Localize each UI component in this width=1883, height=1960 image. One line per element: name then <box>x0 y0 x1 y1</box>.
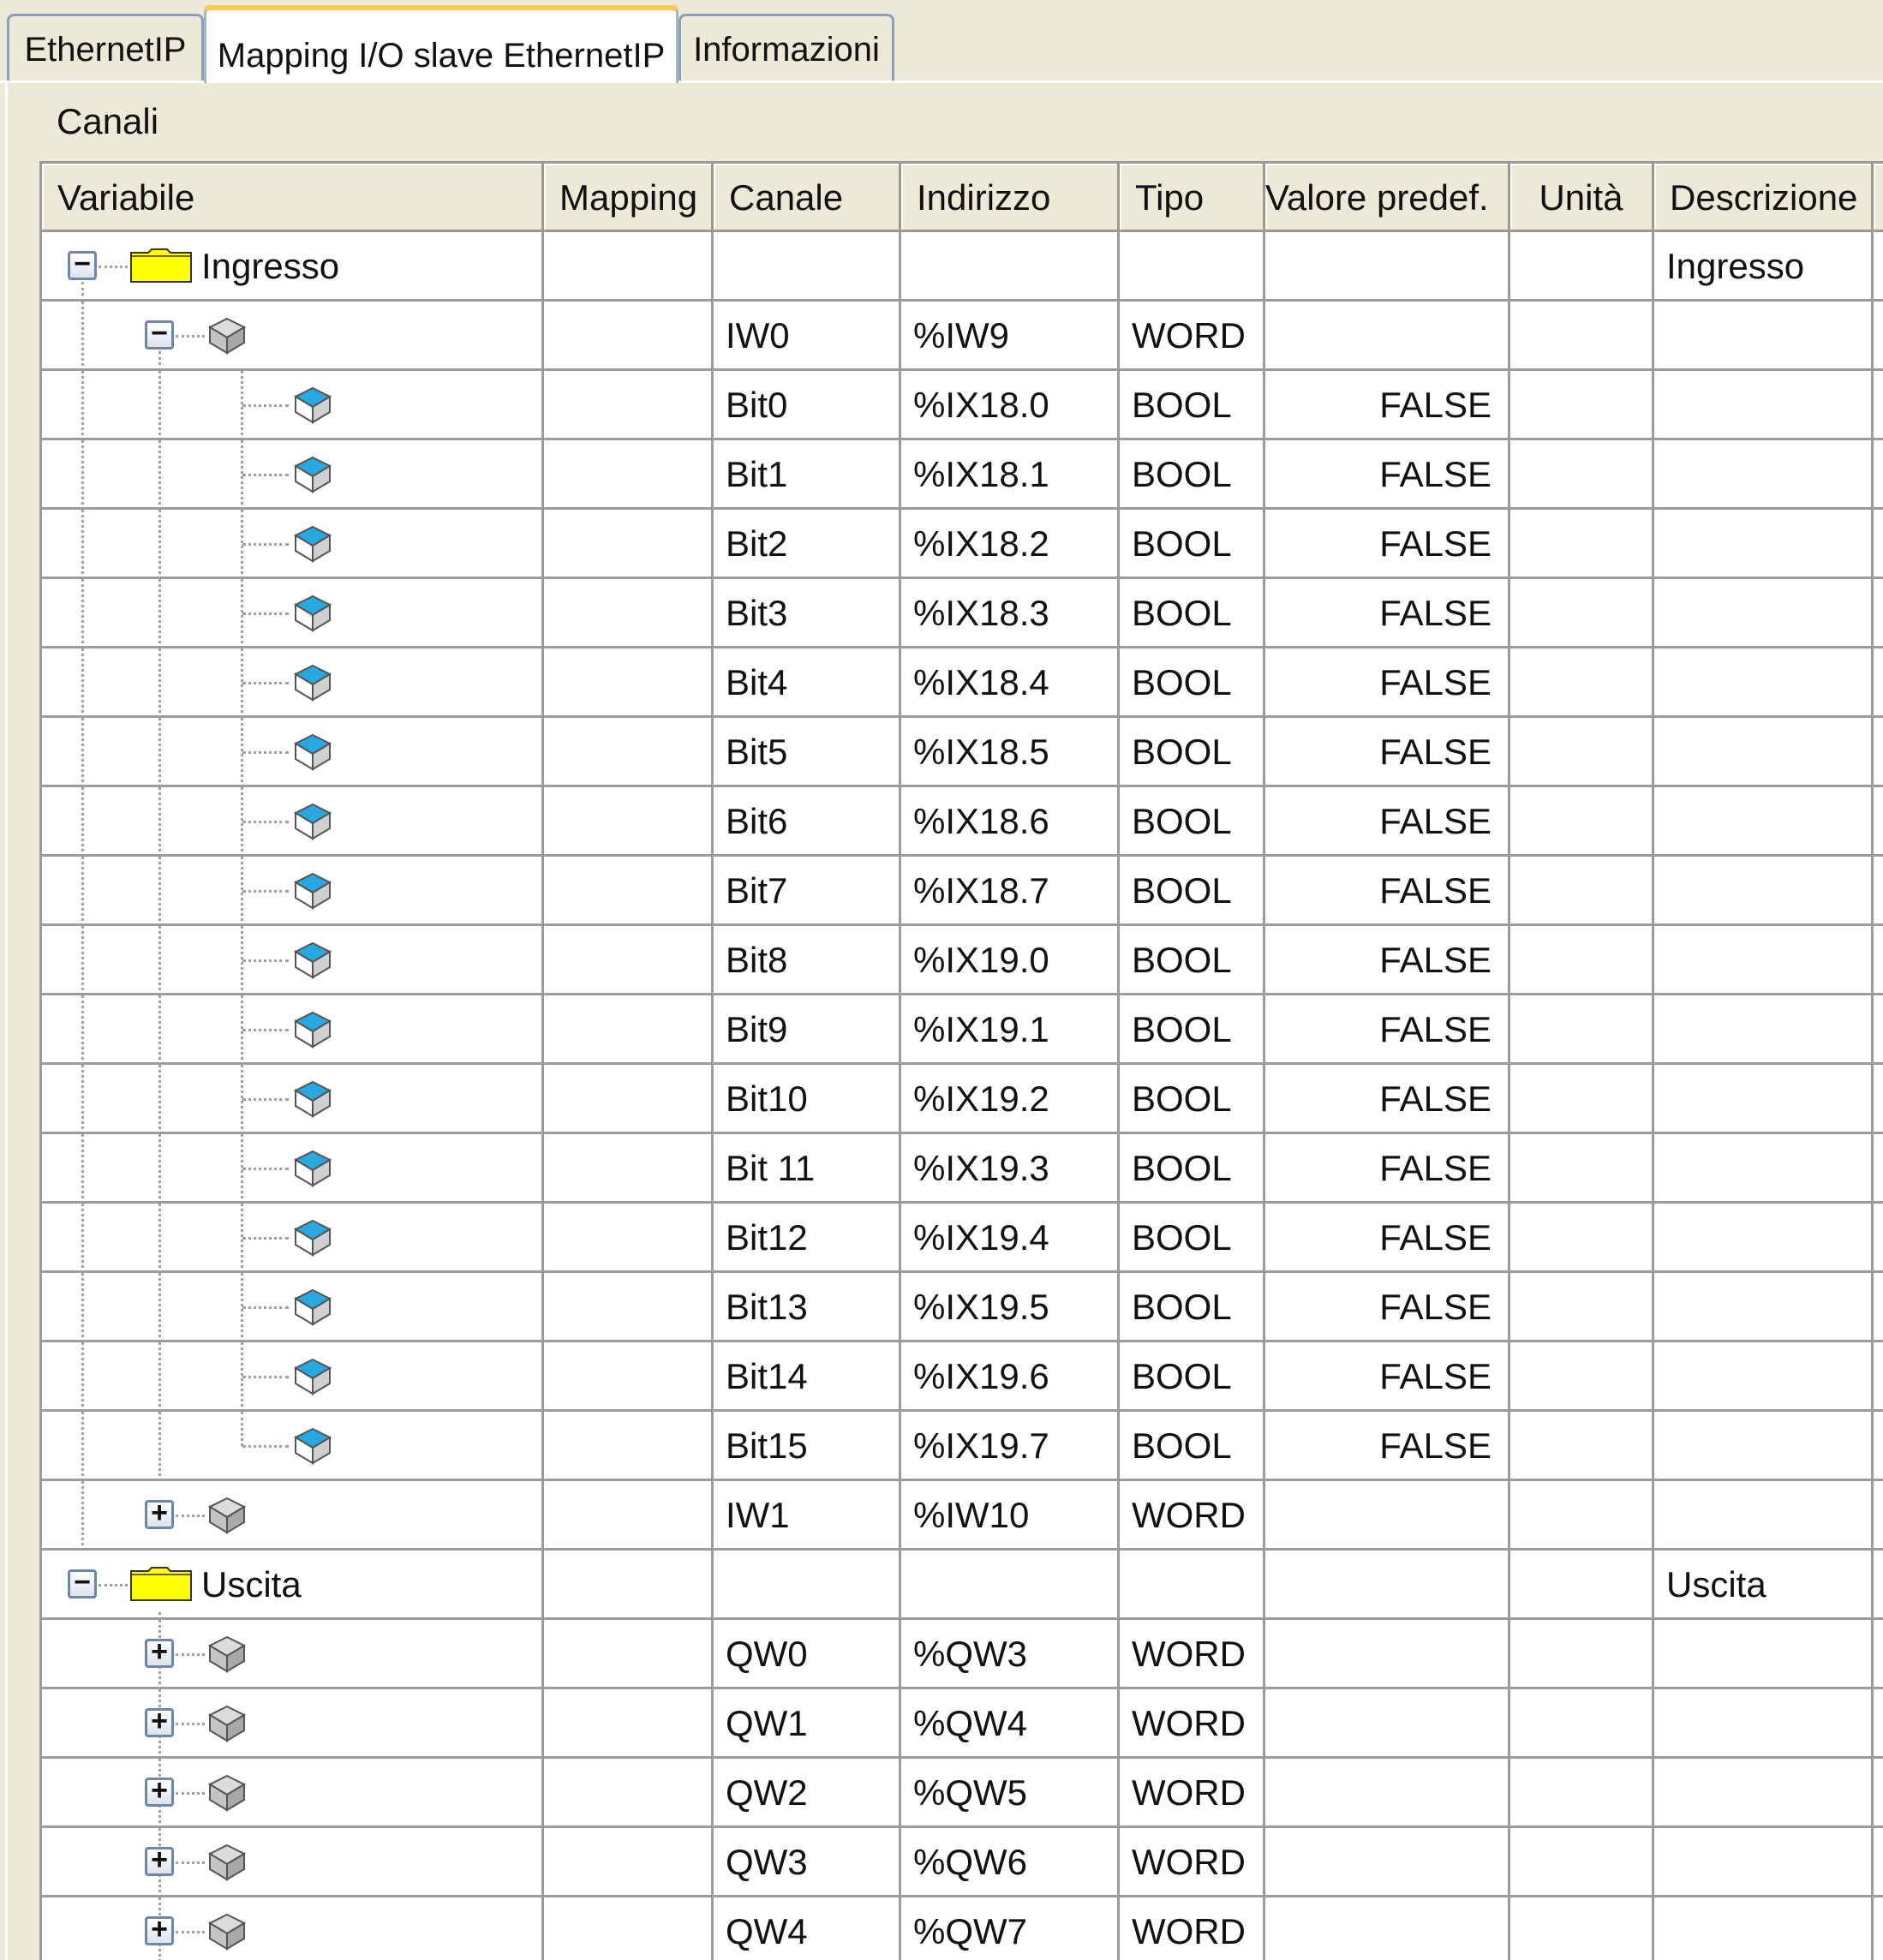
valore-predef-cell: FALSE <box>1379 593 1491 633</box>
canale-cell: Bit3 <box>726 593 788 633</box>
indirizzo-cell: %IX18.1 <box>913 454 1049 494</box>
canale-cell: QW3 <box>726 1842 808 1882</box>
valore-predef-cell <box>1265 1481 1510 1551</box>
descrizione-cell <box>1654 579 1874 648</box>
canale-cell: Bit6 <box>726 801 788 841</box>
tree-bit-row[interactable] <box>42 371 1883 440</box>
canale-cell <box>714 232 901 302</box>
tree-connector <box>158 1612 161 1620</box>
valore-predef-cell <box>1265 1620 1510 1689</box>
tipo-cell: WORD <box>1132 1842 1246 1882</box>
tree-connector <box>81 1342 84 1412</box>
indirizzo-cell: %IX19.6 <box>913 1356 1049 1396</box>
tree-connector <box>158 718 161 787</box>
descrizione-cell <box>1654 1897 1874 1960</box>
descrizione-cell <box>1654 926 1874 995</box>
tree-connector <box>81 718 84 787</box>
valore-predef-cell <box>1265 232 1510 302</box>
tree-connector <box>81 1065 84 1134</box>
tipo-cell: WORD <box>1132 1703 1246 1743</box>
tree-bit-row[interactable] <box>42 787 1883 857</box>
canale-cell: Bit8 <box>726 940 788 980</box>
tipo-cell: BOOL <box>1132 523 1232 564</box>
tree-bit-row[interactable] <box>42 857 1883 926</box>
tree-connector <box>81 648 84 718</box>
tree-connector <box>81 510 84 579</box>
expand-icon[interactable]: + <box>145 1778 174 1807</box>
column-header-canale[interactable]: Canale <box>714 164 901 232</box>
bit-cube-icon <box>292 870 333 911</box>
tree-word-row[interactable] <box>42 302 1883 371</box>
tree-connector <box>242 751 289 754</box>
tree-word-row[interactable] <box>42 1689 1883 1759</box>
tree-connector <box>158 351 161 371</box>
tree-connector <box>81 1481 84 1551</box>
tree-connector <box>158 995 161 1065</box>
canale-cell: QW1 <box>726 1703 808 1743</box>
canale-cell: QW0 <box>726 1634 808 1674</box>
column-header-unita[interactable]: Unità <box>1510 164 1654 232</box>
valore-predef-cell: FALSE <box>1379 870 1491 911</box>
bit-cube-icon <box>292 1217 333 1258</box>
tipo-cell: WORD <box>1132 315 1246 356</box>
canale-cell: IW0 <box>726 315 790 356</box>
valore-predef-cell: FALSE <box>1379 1217 1491 1258</box>
tree-connector <box>242 543 289 546</box>
tree-bit-row[interactable] <box>42 1204 1883 1273</box>
bit-cube-icon <box>292 801 333 842</box>
descrizione-cell <box>1654 718 1874 787</box>
indirizzo-cell: %IX19.7 <box>913 1425 1049 1466</box>
tree-connector <box>81 282 84 302</box>
tree-bit-row[interactable] <box>42 579 1883 648</box>
column-header-valore-predef[interactable]: Valore predef. <box>1265 164 1510 232</box>
bit-cube-icon <box>292 1425 333 1467</box>
tree-connector <box>158 926 161 995</box>
valore-predef-cell: FALSE <box>1379 940 1491 980</box>
tree-word-row[interactable] <box>42 1481 1883 1551</box>
bit-cube-icon <box>292 1148 333 1189</box>
tab-informazioni[interactable]: Informazioni <box>678 14 894 81</box>
descrizione-cell <box>1654 1204 1874 1273</box>
canale-cell: Bit1 <box>726 454 788 494</box>
descrizione-cell <box>1654 1273 1874 1342</box>
indirizzo-cell: %IW10 <box>913 1495 1030 1535</box>
tree-connector <box>158 371 161 440</box>
valore-predef-cell <box>1265 1551 1510 1620</box>
canale-cell: Bit13 <box>726 1287 808 1327</box>
tree-connector <box>99 1584 128 1587</box>
tree-connector <box>242 1306 289 1309</box>
canale-cell: Bit9 <box>726 1009 788 1049</box>
tree-connector <box>81 1204 84 1273</box>
tipo-cell: BOOL <box>1132 662 1232 702</box>
indirizzo-cell: %IX19.5 <box>913 1287 1049 1327</box>
tree-bit-row[interactable] <box>42 1342 1883 1412</box>
tree-bit-row[interactable] <box>42 440 1883 510</box>
word-cube-icon <box>206 1842 248 1883</box>
column-header-tipo[interactable]: Tipo <box>1120 164 1265 232</box>
word-cube-icon <box>206 1634 248 1675</box>
indirizzo-cell: %IX18.4 <box>913 662 1049 702</box>
tipo-cell: BOOL <box>1132 870 1232 911</box>
tree-connector <box>242 612 289 615</box>
expand-icon[interactable]: + <box>145 1639 174 1668</box>
valore-predef-cell <box>1265 1828 1510 1897</box>
indirizzo-cell: %IX19.0 <box>913 940 1049 980</box>
tree-connector <box>158 1412 161 1481</box>
descrizione-cell <box>1654 371 1874 440</box>
folder-icon <box>129 1566 193 1602</box>
bit-cube-icon <box>292 593 333 634</box>
tree-connector <box>81 857 84 926</box>
indirizzo-cell: %QW7 <box>913 1911 1028 1951</box>
indirizzo-cell: %IW9 <box>913 315 1010 356</box>
folder-label: Ingresso <box>201 246 340 286</box>
valore-predef-cell: FALSE <box>1379 523 1491 564</box>
canale-cell: Bit7 <box>726 870 788 911</box>
tipo-cell: WORD <box>1132 1495 1246 1535</box>
bit-cube-icon <box>292 662 333 703</box>
tipo-cell: BOOL <box>1132 1425 1232 1466</box>
tree-connector <box>176 1515 205 1517</box>
indirizzo-cell: %IX19.4 <box>913 1217 1049 1258</box>
tree-word-row[interactable] <box>42 1828 1883 1897</box>
canale-cell: Bit12 <box>726 1217 808 1258</box>
tipo-cell: WORD <box>1132 1772 1246 1813</box>
bit-cube-icon <box>292 454 333 495</box>
indirizzo-cell: %QW6 <box>913 1842 1028 1882</box>
section-label-canali: Canali <box>57 101 159 141</box>
tree-bit-row[interactable] <box>42 718 1883 787</box>
descrizione-cell <box>1654 1342 1874 1412</box>
tipo-cell: BOOL <box>1132 1287 1232 1327</box>
tree-connector <box>242 890 289 893</box>
canale-cell: Bit0 <box>726 385 788 425</box>
tree-bit-row[interactable] <box>42 1134 1883 1204</box>
valore-predef-cell <box>1265 302 1510 371</box>
tree-connector <box>242 1029 289 1031</box>
valore-predef-cell: FALSE <box>1379 662 1491 702</box>
bit-cube-icon <box>292 1356 333 1397</box>
tree-word-row[interactable] <box>42 1620 1883 1689</box>
descrizione-cell <box>1654 302 1874 371</box>
canale-cell: Bit2 <box>726 523 788 564</box>
tree-bit-row[interactable] <box>42 1273 1883 1342</box>
word-cube-icon <box>206 315 248 356</box>
descrizione-cell <box>1654 1759 1874 1828</box>
word-cube-icon <box>206 1703 248 1744</box>
canale-cell: Bit14 <box>726 1356 808 1396</box>
expand-icon[interactable]: + <box>145 1916 174 1945</box>
canale-cell: Bit15 <box>726 1425 808 1466</box>
bit-cube-icon <box>292 1009 333 1050</box>
indirizzo-cell: %IX18.0 <box>913 385 1049 425</box>
tipo-cell: BOOL <box>1132 801 1232 841</box>
tree-connector <box>176 1931 205 1933</box>
tipo-cell: BOOL <box>1132 593 1232 633</box>
valore-predef-cell: FALSE <box>1379 801 1491 841</box>
tree-connector <box>81 1412 84 1481</box>
tree-word-row[interactable] <box>42 1897 1883 1960</box>
tree-connector <box>242 1098 289 1101</box>
tree-connector <box>242 1237 289 1240</box>
column-header-filler <box>1874 164 1883 232</box>
valore-predef-cell: FALSE <box>1379 454 1491 494</box>
tree-word-row[interactable] <box>42 1759 1883 1828</box>
indirizzo-cell: %IX18.5 <box>913 732 1049 772</box>
descrizione-cell <box>1654 1412 1874 1481</box>
canale-cell: Bit 11 <box>726 1148 816 1188</box>
tree-connector <box>158 1204 161 1273</box>
descrizione-cell <box>1654 1481 1874 1551</box>
tree-connector <box>81 440 84 510</box>
descrizione-cell <box>1654 440 1874 510</box>
valore-predef-cell: FALSE <box>1379 1356 1491 1396</box>
tree-connector <box>242 1376 289 1378</box>
tipo-cell <box>1120 232 1265 302</box>
canale-cell: Bit10 <box>726 1079 808 1119</box>
bit-cube-icon <box>292 940 333 981</box>
indirizzo-cell: %IX19.1 <box>913 1009 1049 1049</box>
channels-grid[interactable] <box>39 161 1883 1960</box>
tree-connector <box>176 1653 205 1656</box>
word-cube-icon <box>206 1495 248 1536</box>
descrizione-cell <box>1654 1134 1874 1204</box>
tree-connector <box>176 335 205 338</box>
expand-icon[interactable]: + <box>145 1847 174 1876</box>
indirizzo-cell: %IX18.3 <box>913 593 1049 633</box>
tree-connector <box>242 682 289 684</box>
tree-connector <box>81 579 84 648</box>
tree-bit-row[interactable] <box>42 995 1883 1065</box>
descrizione-cell <box>1654 857 1874 926</box>
bit-cube-icon <box>292 732 333 773</box>
tree-connector <box>176 1723 205 1725</box>
tree-connector <box>81 302 84 371</box>
tree-connector <box>81 926 84 995</box>
valore-predef-cell: FALSE <box>1379 1287 1491 1327</box>
indirizzo-cell: %IX19.2 <box>913 1079 1049 1119</box>
tree-connector <box>81 371 84 440</box>
descrizione-cell <box>1654 1689 1874 1759</box>
tipo-cell: BOOL <box>1132 385 1232 425</box>
indirizzo-cell: %QW5 <box>913 1772 1028 1813</box>
descrizione-cell <box>1654 995 1874 1065</box>
descrizione-cell <box>1654 1065 1874 1134</box>
canale-cell: QW4 <box>726 1911 808 1951</box>
tree-connector <box>158 1273 161 1342</box>
valore-predef-cell <box>1265 1897 1510 1960</box>
tree-folder-row[interactable] <box>42 232 1883 302</box>
expand-icon[interactable]: + <box>145 1500 174 1529</box>
tipo-cell: BOOL <box>1132 1148 1232 1188</box>
tipo-cell: WORD <box>1132 1634 1246 1674</box>
descrizione-cell: Ingresso <box>1666 246 1805 286</box>
expand-icon[interactable]: + <box>145 1708 174 1737</box>
folder-label: Uscita <box>201 1564 302 1604</box>
descrizione-cell <box>1654 510 1874 579</box>
tree-connector <box>158 1134 161 1204</box>
descrizione-cell <box>1654 1828 1874 1897</box>
descrizione-cell <box>1654 648 1874 718</box>
tipo-cell <box>1120 1551 1265 1620</box>
canale-cell: QW2 <box>726 1772 808 1813</box>
valore-predef-cell: FALSE <box>1379 732 1491 772</box>
tree-bit-row[interactable] <box>42 648 1883 718</box>
indirizzo-cell: %IX18.2 <box>913 523 1049 564</box>
tree-bit-row[interactable] <box>42 1412 1883 1481</box>
valore-predef-cell <box>1265 1689 1510 1759</box>
tree-connector <box>99 266 128 268</box>
column-header-indirizzo[interactable]: Indirizzo <box>901 164 1120 232</box>
descrizione-cell <box>1654 787 1874 857</box>
indirizzo-cell <box>901 1551 1120 1620</box>
bit-cube-icon <box>292 385 333 426</box>
tree-connector <box>158 440 161 510</box>
tree-connector <box>158 787 161 857</box>
indirizzo-cell: %QW3 <box>913 1634 1028 1674</box>
tree-connector <box>242 474 289 476</box>
tipo-cell: BOOL <box>1132 1356 1232 1396</box>
valore-predef-cell: FALSE <box>1379 1079 1491 1119</box>
tree-bit-row[interactable] <box>42 926 1883 995</box>
valore-predef-cell: FALSE <box>1379 1148 1491 1188</box>
valore-predef-cell: FALSE <box>1379 1009 1491 1049</box>
tree-connector <box>176 1861 205 1864</box>
tab-mapping-io-slave[interactable]: Mapping I/O slave EthernetIP <box>204 5 678 83</box>
folder-icon <box>129 248 193 284</box>
tipo-cell: BOOL <box>1132 454 1232 494</box>
tree-connector <box>242 1168 289 1170</box>
tree-connector <box>81 1273 84 1342</box>
column-header-variabile[interactable]: Variabile <box>42 164 544 232</box>
tipo-cell: BOOL <box>1132 732 1232 772</box>
word-cube-icon <box>206 1911 248 1952</box>
canale-cell: Bit5 <box>726 732 788 772</box>
canale-cell: Bit4 <box>726 662 788 702</box>
column-header-descrizione[interactable]: Descrizione <box>1654 164 1874 232</box>
tipo-cell: BOOL <box>1132 1217 1232 1258</box>
indirizzo-cell: %IX18.7 <box>913 870 1049 911</box>
descrizione-cell: Uscita <box>1666 1564 1766 1604</box>
tree-folder-row[interactable] <box>42 1551 1883 1620</box>
descrizione-cell <box>1654 1620 1874 1689</box>
canale-cell: IW1 <box>726 1495 790 1535</box>
valore-predef-cell <box>1265 1759 1510 1828</box>
tree-connector <box>242 1445 289 1448</box>
tree-connector <box>158 1342 161 1412</box>
tree-connector <box>158 1065 161 1134</box>
word-cube-icon <box>206 1772 248 1814</box>
column-header-mapping[interactable]: Mapping <box>544 164 714 232</box>
collapse-icon[interactable]: − <box>145 320 174 350</box>
valore-predef-cell: FALSE <box>1379 385 1491 425</box>
tree-connector <box>158 510 161 579</box>
bit-cube-icon <box>292 1287 333 1328</box>
collapse-icon[interactable]: − <box>68 1569 97 1598</box>
tree-bit-row[interactable] <box>42 1065 1883 1134</box>
tipo-cell: BOOL <box>1132 1009 1232 1049</box>
indirizzo-cell: %IX19.3 <box>913 1148 1049 1188</box>
tree-bit-row[interactable] <box>42 510 1883 579</box>
valore-predef-cell: FALSE <box>1379 1425 1491 1466</box>
tree-connector <box>81 995 84 1065</box>
tab-bar <box>0 0 1883 83</box>
bit-cube-icon <box>292 523 333 565</box>
indirizzo-cell: %IX18.6 <box>913 801 1049 841</box>
indirizzo-cell: %QW4 <box>913 1703 1028 1743</box>
tree-connector <box>158 648 161 718</box>
canale-cell <box>714 1551 901 1620</box>
tree-connector <box>158 857 161 926</box>
collapse-icon[interactable]: − <box>68 251 97 280</box>
tree-connector <box>242 821 289 823</box>
tree-connector <box>242 404 289 407</box>
tree-connector <box>158 579 161 648</box>
tree-connector <box>176 1792 205 1795</box>
tipo-cell: BOOL <box>1132 940 1232 980</box>
tab-ethernetip[interactable]: EthernetIP <box>7 14 204 81</box>
tipo-cell: BOOL <box>1132 1079 1232 1119</box>
indirizzo-cell <box>901 232 1120 302</box>
tipo-cell: WORD <box>1132 1911 1246 1951</box>
bit-cube-icon <box>292 1079 333 1120</box>
tree-connector <box>81 1134 84 1204</box>
tree-connector <box>241 1412 243 1446</box>
tree-connector <box>242 959 289 962</box>
tree-connector <box>81 787 84 857</box>
